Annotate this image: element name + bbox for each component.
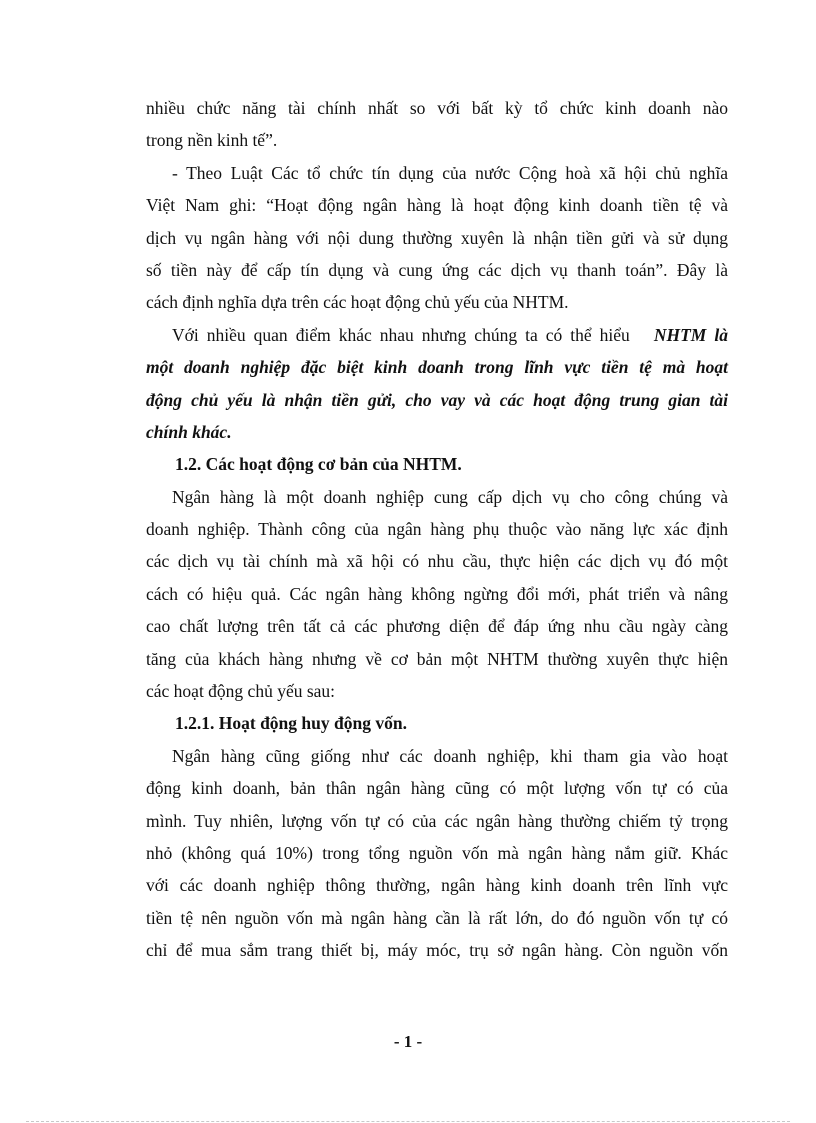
text-line: trong nền kinh tế”.	[146, 130, 278, 151]
text-line: số tiền này để cấp tín dụng và cung ứng các dịch vụ thanh toán”. Đây là	[146, 259, 728, 280]
text-line: Việt Nam ghi: “Hoạt động ngân hàng là hoạt động kinh doanh tiền tệ và	[146, 195, 728, 216]
text-line: các hoạt động chủ yếu sau:	[146, 681, 336, 702]
text-line: Ngân hàng cũng giống như các doanh nghiệp, khi tham gia vào hoạt	[172, 745, 728, 766]
text-line: cách định nghĩa dựa trên các hoạt động chủ yếu của NHTM.	[146, 292, 569, 313]
text-line: cao chất lượng trên tất cả các phương diện để đáp ứng nhu cầu ngày càng	[146, 616, 728, 637]
page-break-divider	[26, 1121, 790, 1122]
definition-lead: Với nhiều quan điểm khác nhau nhưng chúng ta có thể hiểu	[172, 324, 630, 345]
text-line: động chủ yếu là nhận tiền gửi, cho vay và các hoạt động trung gian tài	[146, 389, 728, 410]
text-line: tăng của khách hàng nhưng về cơ bản một NHTM thường xuyên thực hiện	[146, 648, 728, 669]
body-text	[146, 92, 728, 967]
page-number: - 1 -	[393, 1032, 423, 1051]
text-line: tiền tệ nên nguồn vốn mà ngân hàng cần là rất lớn, do đó nguồn vốn tự có	[146, 907, 728, 928]
text-line: mình. Tuy nhiên, lượng vốn tự có của các ngân hàng thường chiếm tỷ trọng	[146, 810, 728, 831]
text-line: chính khác.	[146, 421, 232, 442]
text-line: động kinh doanh, bản thân ngân hàng cũng có một lượng vốn tự có của	[146, 778, 728, 799]
text-line	[146, 319, 728, 351]
text-line: Ngân hàng là một doanh nghiệp cung cấp dịch vụ cho công chúng và	[172, 486, 728, 507]
text-line: dịch vụ ngân hàng với nội dung thường xuyên là nhận tiền gửi và sử dụng	[146, 227, 728, 248]
text-line: doanh nghiệp. Thành công của ngân hàng phụ thuộc vào năng lực xác định	[146, 519, 728, 540]
section-heading: 1.2. Các hoạt động cơ bản của NHTM.	[175, 454, 462, 475]
text-line: cách có hiệu quả. Các ngân hàng không ngừng đổi mới, phát triển và nâng	[146, 583, 728, 604]
definition-emphasis: NHTM là	[653, 324, 728, 345]
text-line: nhiều chức năng tài chính nhất so với bất kỳ tổ chức kinh doanh nào	[146, 98, 728, 118]
text-line: nhỏ (không quá 10%) trong tổng nguồn vốn mà ngân hàng nắm giữ. Khác	[146, 842, 728, 863]
text-line: chỉ để mua sắm trang thiết bị, máy móc, trụ sở ngân hàng. Còn nguồn vốn	[146, 940, 728, 961]
text-line: một doanh nghiệp đặc biệt kinh doanh trong lĩnh vực tiền tệ mà hoạt	[146, 357, 728, 378]
text-line: - Theo Luật Các tổ chức tín dụng của nước Cộng hoà xã hội chủ nghĩa	[172, 162, 728, 183]
subsection-heading: 1.2.1. Hoạt động huy động vốn.	[175, 713, 407, 734]
text-line: các dịch vụ tài chính mà xã hội có nhu cầu, thực hiện các dịch vụ đó một	[146, 551, 728, 572]
text-line: với các doanh nghiệp thông thường, ngân hàng kinh doanh trên lĩnh vực	[146, 875, 728, 896]
